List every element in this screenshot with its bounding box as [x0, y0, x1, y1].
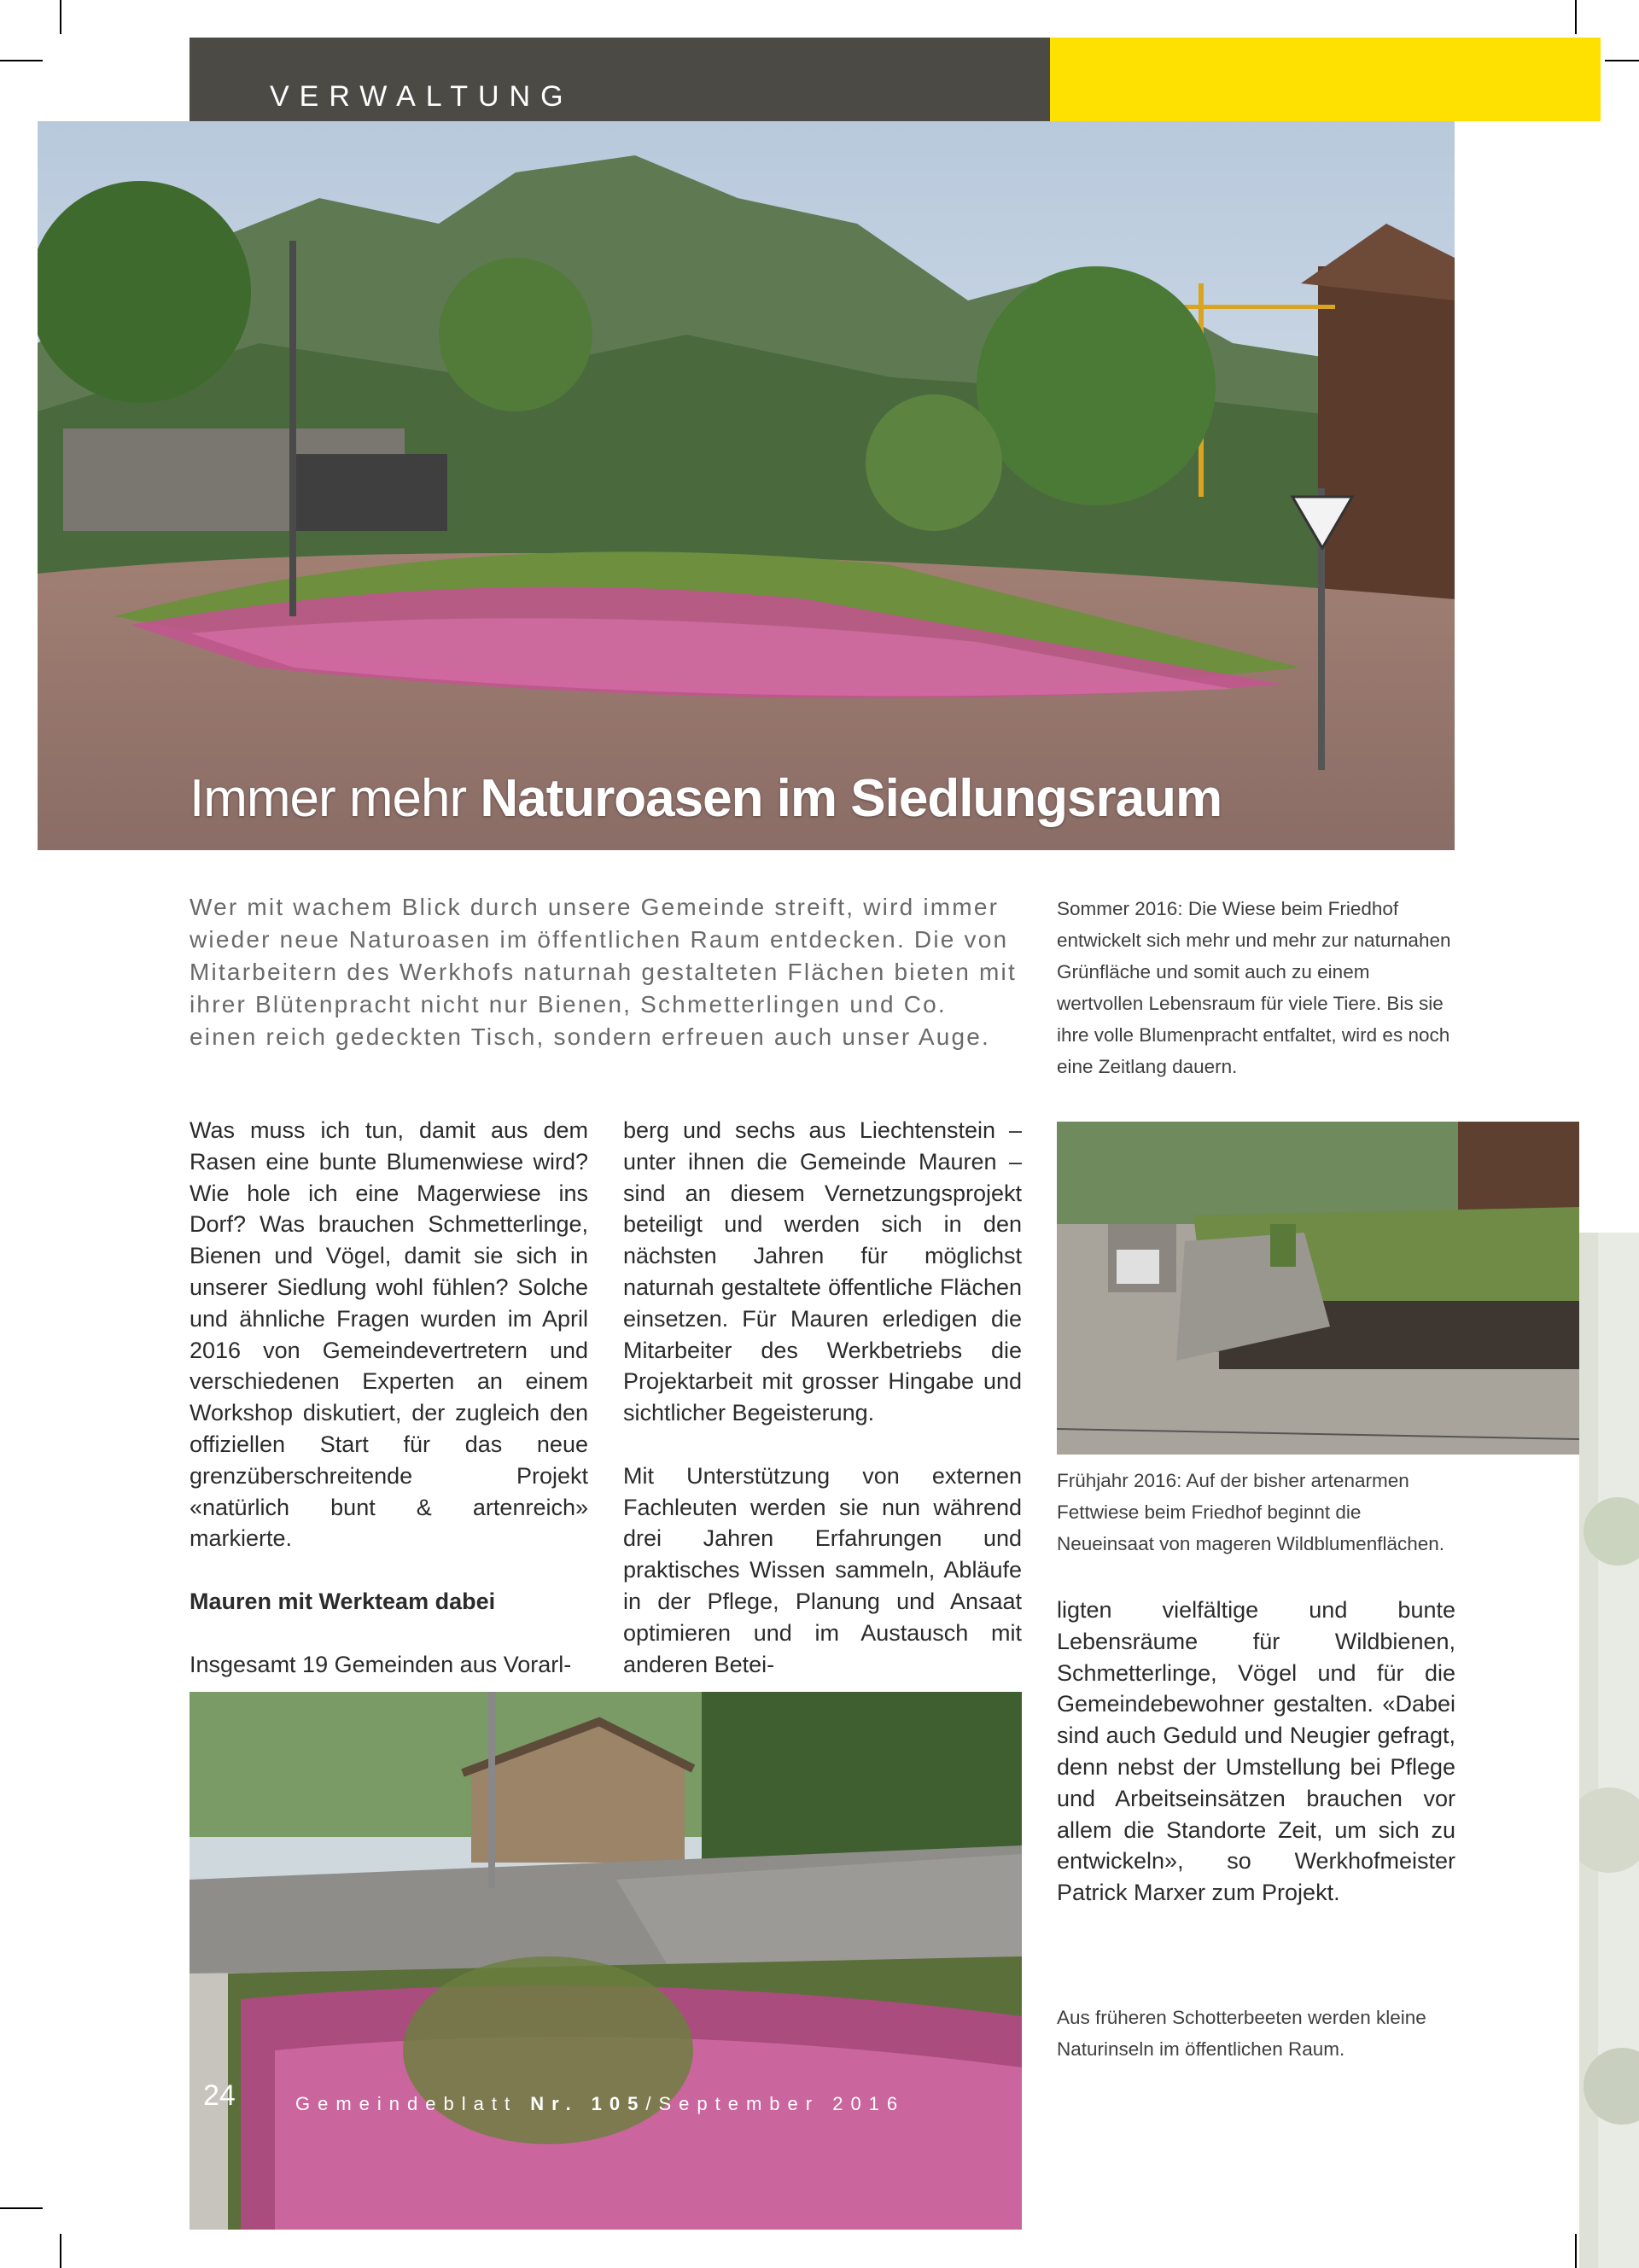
edge-photo-strip [1579, 1233, 1639, 2268]
crop-mark [0, 60, 43, 61]
foliage-edge-icon [1579, 1233, 1639, 2268]
spring-photo [1057, 1122, 1579, 1455]
crop-mark [1575, 0, 1577, 34]
body-column-1 [190, 1115, 588, 1680]
crop-mark [1575, 2234, 1577, 2268]
paragraph: Was muss ich tun, damit aus dem Rasen eine bunte Blumenwiese wird? Wie hole ich eine Magerwiese ins Dorf? Was brauchen Schmetterlinge, Bienen und Vögel, damit sie sich in unserer Siedlung wohl fühlen? Solche und ähnliche Fragen wurden im April 2016 von Gemeindevertretern und verschiedenen Experten an einem Workshop diskutiert, der zugleich den offiziellen Start für das neue grenzüberschreitende Projekt «natürlich bunt & artenreich» markierte. [190, 1117, 588, 1552]
crop-mark [0, 2207, 43, 2209]
crop-mark [60, 2234, 61, 2268]
section-label: VERWALTUNG [270, 80, 574, 113]
body-column-2 [623, 1115, 1022, 1680]
hero-photo [38, 121, 1455, 850]
roadside-flowerbed-photo-icon [190, 1692, 1022, 2230]
publication-name: Gemeindeblatt [295, 2093, 531, 2114]
page-number: 24 [203, 2079, 236, 2112]
photo-caption-spring: Frühjahr 2016: Auf der bisher artenarmen Fettwiese beim Friedhof beginnt die Neueinsaat von mageren Wildblumenflächen. [1057, 1470, 1445, 1554]
paragraph: Mit Unterstützung von externen Fachleuten werden sie nun während drei Jahren Erfahrungen und praktisches Wissen sammeln, Abläufe in der Pflege, Planung und Ansaat optimieren und im Austausch mit anderen Betei- [623, 1462, 1022, 1677]
crop-mark [60, 0, 61, 34]
photo-caption-gravel-beds: Aus früheren Schotterbeeten werden kleine Naturinseln im öffentlichen Raum. [1057, 2007, 1426, 2060]
paragraph: Insgesamt 19 Gemeinden aus Vorarl- [190, 1651, 572, 1677]
subheading: Mauren mit Werkteam dabei [190, 1588, 496, 1614]
cemetery-meadow-photo-icon [1057, 1122, 1579, 1455]
article-title [190, 768, 1222, 829]
title-light: Immer mehr [190, 769, 481, 828]
body-column-3 [1057, 1595, 1455, 1909]
photo-caption-summer: Sommer 2016: Die Wiese beim Friedhof entwickelt sich mehr und mehr zur naturnahen Grünfläche und somit auch zu einem wertvollen Lebensraum für viele Tiere. Bis sie ihre volle Blumenpracht entfaltet, wird es noch eine Zeitlang dauern. [1057, 898, 1451, 1077]
gravel-bed-flowers-photo [190, 1692, 1022, 2230]
section-accent-bar [1050, 38, 1601, 121]
paragraph: berg und sechs aus Liechtenstein – unter ihnen die Gemeinde Mauren – sind an diesem Vernetzungsprojekt beteiligt und werden sich in den nächsten Jahren für möglichst naturnah gestaltete öffentliche Flächen einsetzen. Für Mauren erledigen die Mitarbeiter des Werkbetriebs die Projektarbeit mit grosser Hingabe und sichtlicher Begeisterung. [623, 1117, 1022, 1426]
crop-mark [1605, 60, 1639, 61]
lead-paragraph: Wer mit wachem Blick durch unsere Gemeinde streift, wird immer wieder neue Naturoasen im öffentlichen Raum entdecken. Die von Mitarbeitern des Werkhofs naturnah gestalteten Flächen bieten mit ihrer Blütenpracht nicht nur Bienen, Schmetterlingen und Co. einen reich gedeckten Tisch, sondern erfreuen auch unser Auge. [190, 894, 1017, 1050]
issue-date: /September 2016 [645, 2093, 906, 2114]
issue-number: Nr. 105 [530, 2093, 646, 2114]
flower-meadow-landscape-photo-icon [38, 121, 1455, 850]
paragraph: ligten vielfältige und bunte Lebensräume für Wildbienen, Schmetterlinge, Vögel und für die Gemeindebewohner gestalten. «Dabei sind auch Geduld und Neugier gefragt, denn nebst der Umstellung bei Pflege und Arbeitseinsätzen brauchen vor allem die Standorte Zeit, um sich zu entwickeln», so Werkhofmeister Patrick Marxer zum Projekt. [1057, 1597, 1455, 1906]
title-bold: Naturoasen im Siedlungsraum [480, 769, 1222, 828]
publication-footer [295, 2093, 905, 2115]
